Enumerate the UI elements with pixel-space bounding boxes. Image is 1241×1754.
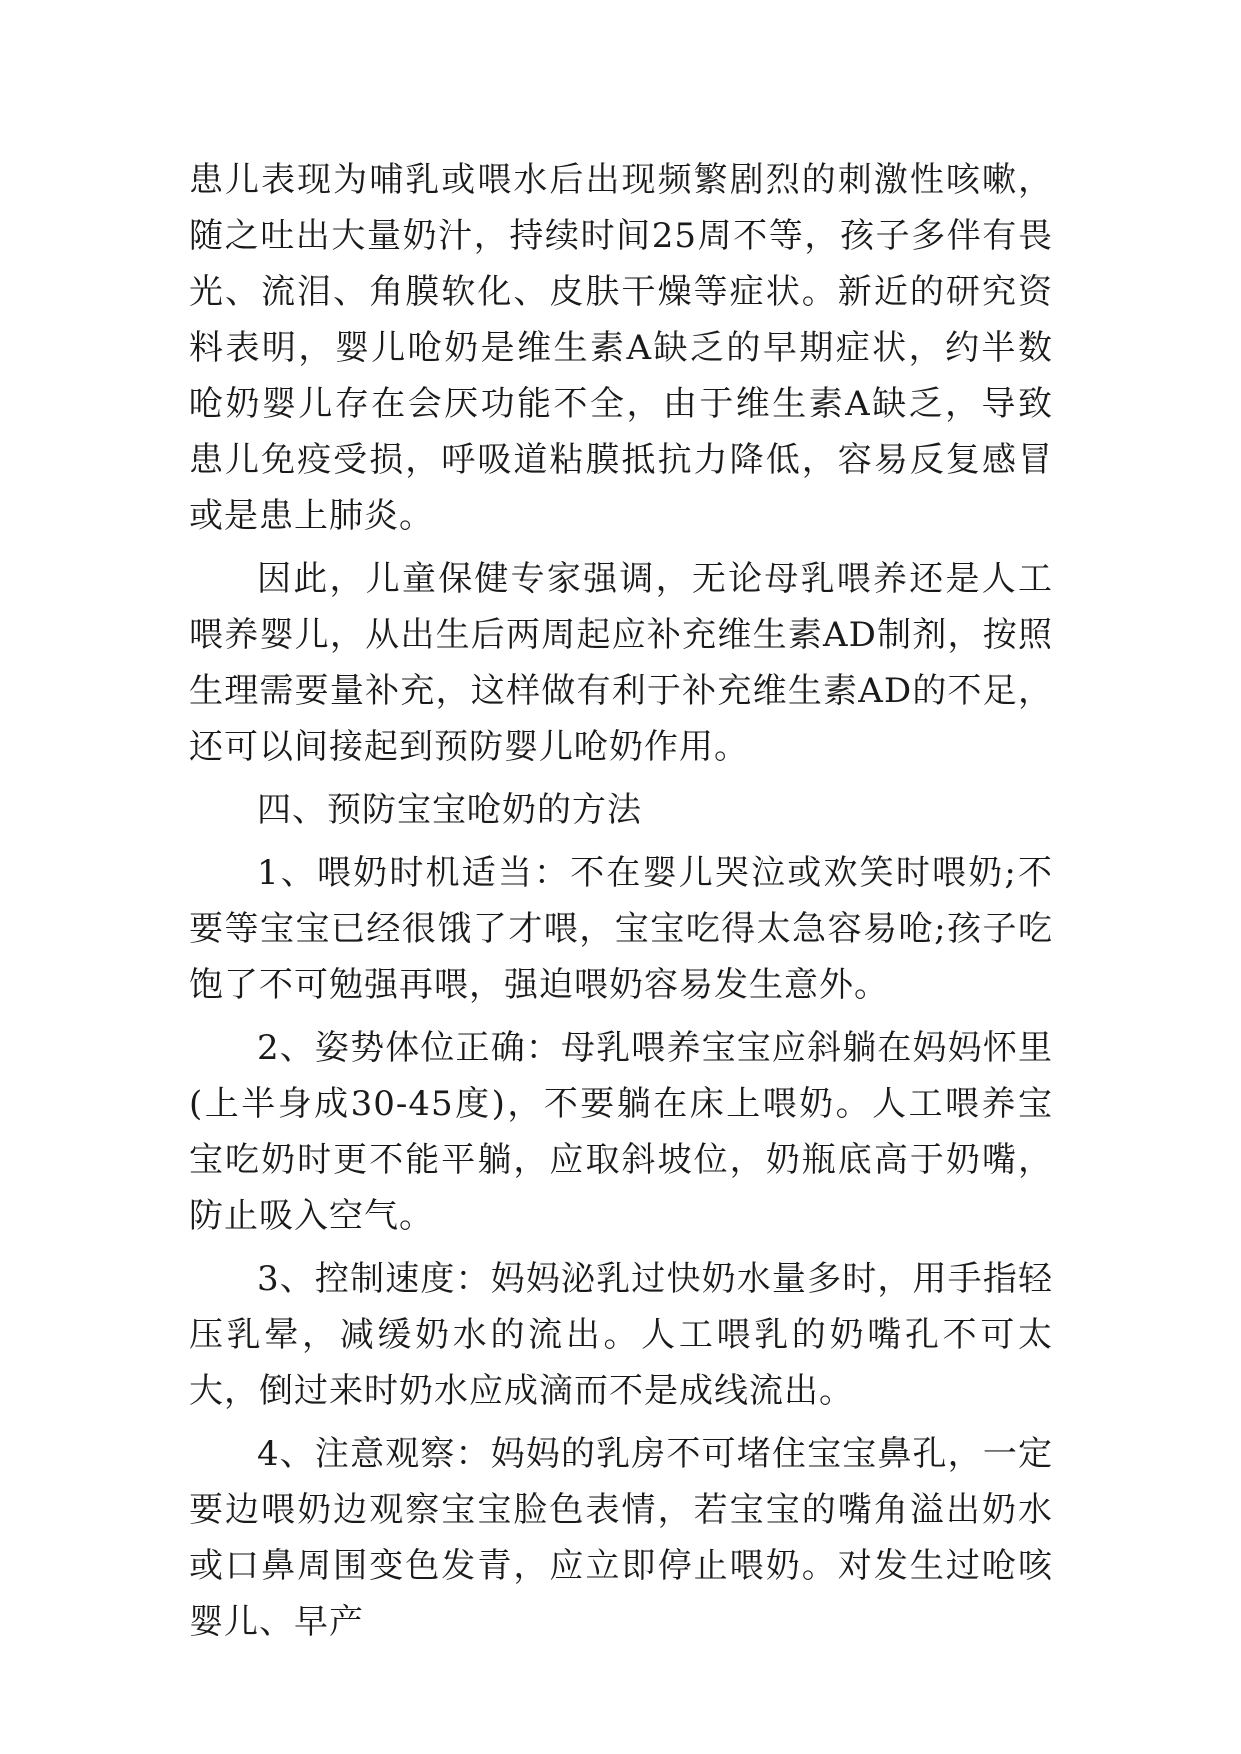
paragraph-symptoms: 患儿表现为哺乳或喂水后出现频繁剧烈的刺激性咳嗽，随之吐出大量奶汁，持续时间25周不等，孩子多伴有畏光、流泪、角膜软化、皮肤干燥等症状。新近的研究资料表明，婴儿呛奶是维生素A缺乏的早期症状，约半数呛奶婴儿存在会厌功能不全，由于维生素A缺乏，导致患儿免疫受损，呼吸道粘膜抵抗力降低，容易反复感冒或是患上肺炎。 (189, 160, 1053, 536)
section-heading-prevention: 四、预防宝宝呛奶的方法 (257, 790, 642, 830)
list-item-observation: 4、注意观察：妈妈的乳房不可堵住宝宝鼻孔，一定要边喂奶边观察宝宝脸色表情，若宝宝的嘴角溢出奶水或口鼻周围变色发青，应立即停止喂奶。对发生过呛咳婴儿、早产 (189, 1434, 1053, 1642)
list-item-speed-control: 3、控制速度：妈妈泌乳过快奶水量多时，用手指轻压乳晕，减缓奶水的流出。人工喂乳的奶嘴孔不可太大，倒过来时奶水应成滴而不是成线流出。 (189, 1259, 1053, 1411)
list-item-feeding-posture: 2、姿势体位正确：母乳喂养宝宝应斜躺在妈妈怀里(上半身成30-45度)，不要躺在床上喂奶。人工喂养宝宝吃奶时更不能平躺，应取斜坡位，奶瓶底高于奶嘴，防止吸入空气。 (189, 1028, 1053, 1236)
list-item-feeding-timing: 1、喂奶时机适当：不在婴儿哭泣或欢笑时喂奶;不要等宝宝已经很饿了才喂，宝宝吃得太急容易呛;孩子吃饱了不可勉强再喂，强迫喂奶容易发生意外。 (189, 853, 1053, 1005)
document-body (189, 152, 1053, 1657)
paragraph-expert-advice: 因此，儿童保健专家强调，无论母乳喂养还是人工喂养婴儿，从出生后两周起应补充维生素AD制剂，按照生理需要量补充，这样做有利于补充维生素AD的不足，还可以间接起到预防婴儿呛奶作用。 (189, 559, 1053, 767)
